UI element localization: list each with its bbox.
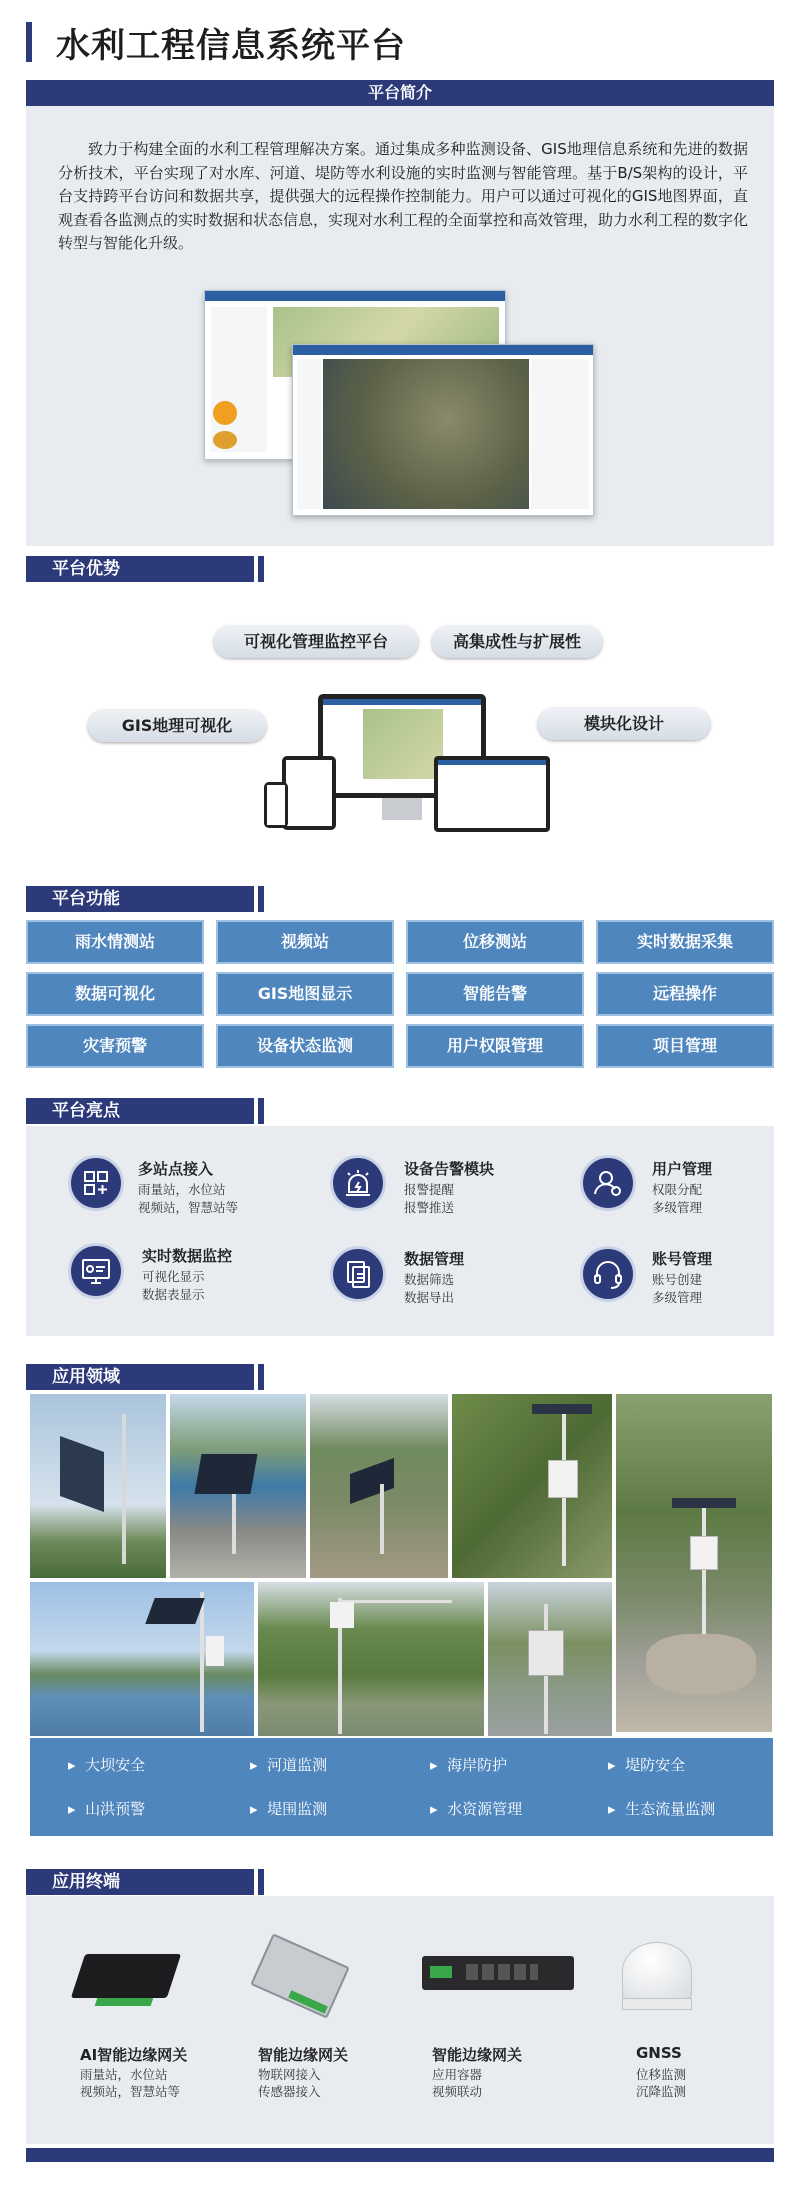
highlight-title: 账号管理 <box>652 1250 713 1268</box>
photo-stream-monitor <box>616 1394 772 1732</box>
applications-header-label: 应用领域 <box>26 1364 254 1390</box>
functions-section-header <box>26 886 266 912</box>
photo-solar-camera-sky <box>30 1394 166 1578</box>
highlights-header-tick <box>258 1098 264 1124</box>
advantages-section-header <box>26 556 266 582</box>
applications-list-panel <box>30 1738 773 1836</box>
photo-dam-solar-station <box>170 1394 306 1578</box>
app-label: 海岸防护 <box>447 1756 508 1774</box>
highlight-line: 可视化显示 <box>142 1269 205 1284</box>
monitor-icon <box>68 1243 124 1299</box>
function-project-management: 项目管理 <box>596 1024 774 1068</box>
app-item: ▸ 山洪预警 <box>68 1800 146 1818</box>
photo-hillside-station <box>310 1394 448 1578</box>
function-rain-station: 雨水情测站 <box>26 920 204 964</box>
tablet-mockup <box>282 756 336 830</box>
router-gateway-image <box>422 1956 574 1990</box>
terminal-line: 雨量站，水位站 <box>80 2067 168 2082</box>
highlight-line: 数据筛选 <box>404 1272 455 1287</box>
highlight-title: 设备告警模块 <box>404 1160 495 1178</box>
software-screenshot-front <box>292 344 594 516</box>
app-label: 河道监测 <box>267 1756 328 1774</box>
app-label: 大坝安全 <box>85 1756 146 1774</box>
function-disaster-warning: 灾害预警 <box>26 1024 204 1068</box>
terminal-line: 沉降监测 <box>636 2084 687 2099</box>
advantage-visual-platform: 可视化管理监控平台 <box>214 626 418 658</box>
advantages-header-label: 平台优势 <box>26 556 254 582</box>
highlight-line: 权限分配 <box>652 1182 703 1197</box>
functions-header-label: 平台功能 <box>26 886 254 912</box>
highlight-title: 用户管理 <box>652 1160 713 1178</box>
terminals-header-tick <box>258 1869 264 1895</box>
function-smart-alarm: 智能告警 <box>406 972 584 1016</box>
intro-header: 平台简介 <box>26 80 774 106</box>
app-item: ▸ 水资源管理 <box>430 1800 523 1818</box>
app-item: ▸ 河道监测 <box>250 1756 328 1774</box>
highlight-line: 雨量站，水位站 <box>138 1182 226 1197</box>
page-title: 水利工程信息系统平台 <box>56 26 406 66</box>
terminal-title: 智能边缘网关 <box>432 2046 523 2064</box>
edge-gateway-image <box>244 1934 354 2020</box>
app-label: 山洪预警 <box>85 1800 146 1818</box>
terminal-line: 位移监测 <box>636 2067 687 2082</box>
highlight-title: 实时数据监控 <box>142 1247 233 1265</box>
highlight-line: 数据导出 <box>404 1290 455 1305</box>
device-mockup <box>262 690 562 840</box>
highlight-line: 账号创建 <box>652 1272 703 1287</box>
highlight-title: 多站点接入 <box>138 1160 214 1178</box>
app-label: 堤防安全 <box>625 1756 686 1774</box>
advantage-gis: GIS地理可视化 <box>88 710 266 742</box>
terminals-panel <box>26 1896 774 2144</box>
function-video-station: 视频站 <box>216 920 394 964</box>
function-data-visualization: 数据可视化 <box>26 972 204 1016</box>
function-realtime-collection: 实时数据采集 <box>596 920 774 964</box>
function-user-permission: 用户权限管理 <box>406 1024 584 1068</box>
alarm-icon <box>330 1155 386 1211</box>
terminals-header-label: 应用终端 <box>26 1869 254 1895</box>
applications-header-tick <box>258 1364 264 1390</box>
advantages-header-tick <box>258 556 264 582</box>
highlight-line: 视频站，智慧站等 <box>138 1200 239 1215</box>
grid-plus-icon <box>68 1155 124 1211</box>
terminal-line: 视频站，智慧站等 <box>80 2084 181 2099</box>
highlight-line: 报警推送 <box>404 1200 455 1215</box>
monitor-stand <box>382 798 422 820</box>
app-item: ▸ 大坝安全 <box>68 1756 146 1774</box>
terminal-title: GNSS <box>636 2044 682 2062</box>
advantage-modular: 模块化设计 <box>538 708 710 740</box>
terminal-line: 应用容器 <box>432 2067 483 2082</box>
highlight-line: 报警提醒 <box>404 1182 455 1197</box>
app-item: ▸ 堤围监测 <box>250 1800 328 1818</box>
terminal-line: 视频联动 <box>432 2084 483 2099</box>
headset-icon <box>580 1246 636 1302</box>
bottom-bar <box>26 2148 774 2162</box>
terminal-line: 传感器接入 <box>258 2084 321 2099</box>
app-label: 生态流量监测 <box>625 1800 716 1818</box>
terminal-title: 智能边缘网关 <box>258 2046 349 2064</box>
function-remote-operation: 远程操作 <box>596 972 774 1016</box>
app-label: 堤围监测 <box>267 1800 328 1818</box>
user-icon <box>580 1155 636 1211</box>
function-device-status: 设备状态监测 <box>216 1024 394 1068</box>
highlights-header-label: 平台亮点 <box>26 1098 254 1124</box>
highlights-section-header <box>26 1098 266 1124</box>
terminal-title: AI智能边缘网关 <box>80 2046 188 2064</box>
laptop-mockup <box>434 756 550 832</box>
highlight-title: 数据管理 <box>404 1250 465 1268</box>
terminal-line: 物联网接入 <box>258 2067 321 2082</box>
photo-reservoir-pole <box>30 1582 254 1736</box>
function-displacement-station: 位移测站 <box>406 920 584 964</box>
highlight-line: 数据表显示 <box>142 1287 205 1302</box>
ai-gateway-image <box>70 1946 180 2016</box>
app-item: ▸ 生态流量监测 <box>608 1800 716 1818</box>
title-accent-bar <box>26 22 32 62</box>
app-label: 水资源管理 <box>447 1800 523 1818</box>
photo-river-bank-pole <box>258 1582 484 1736</box>
app-item: ▸ 海岸防护 <box>430 1756 508 1774</box>
function-gis-map: GIS地图显示 <box>216 972 394 1016</box>
highlight-line: 多级管理 <box>652 1290 703 1305</box>
advantage-integration: 高集成性与扩展性 <box>432 626 602 658</box>
gnss-antenna-image <box>616 1938 696 2018</box>
highlight-line: 多级管理 <box>652 1200 703 1215</box>
photo-monitor-cabinet <box>488 1582 612 1736</box>
documents-icon <box>330 1246 386 1302</box>
terminals-section-header <box>26 1869 266 1895</box>
intro-text: 致力于构建全面的水利工程管理解决方案。通过集成多种监测设备、GIS地理信息系统和先进的数据分析技术，平台实现了对水库、河道、堤防等水利设施的实时监测与智能管理。基于B/S架构的设计，平台支持跨平台访问和数据共享，提供强大的远程操作控制能力。用户可以通过可视化的GIS地图界面，直观查看各监测点的实时数据和状态信息，实现对水利工程的全面掌控和高效管理，助力水利工程的数字化转型与智能化升级。 <box>58 140 749 252</box>
app-item: ▸ 堤防安全 <box>608 1756 686 1774</box>
functions-header-tick <box>258 886 264 912</box>
phone-mockup <box>264 782 288 828</box>
applications-section-header <box>26 1364 266 1390</box>
photo-forest-monitor-pole <box>452 1394 612 1578</box>
